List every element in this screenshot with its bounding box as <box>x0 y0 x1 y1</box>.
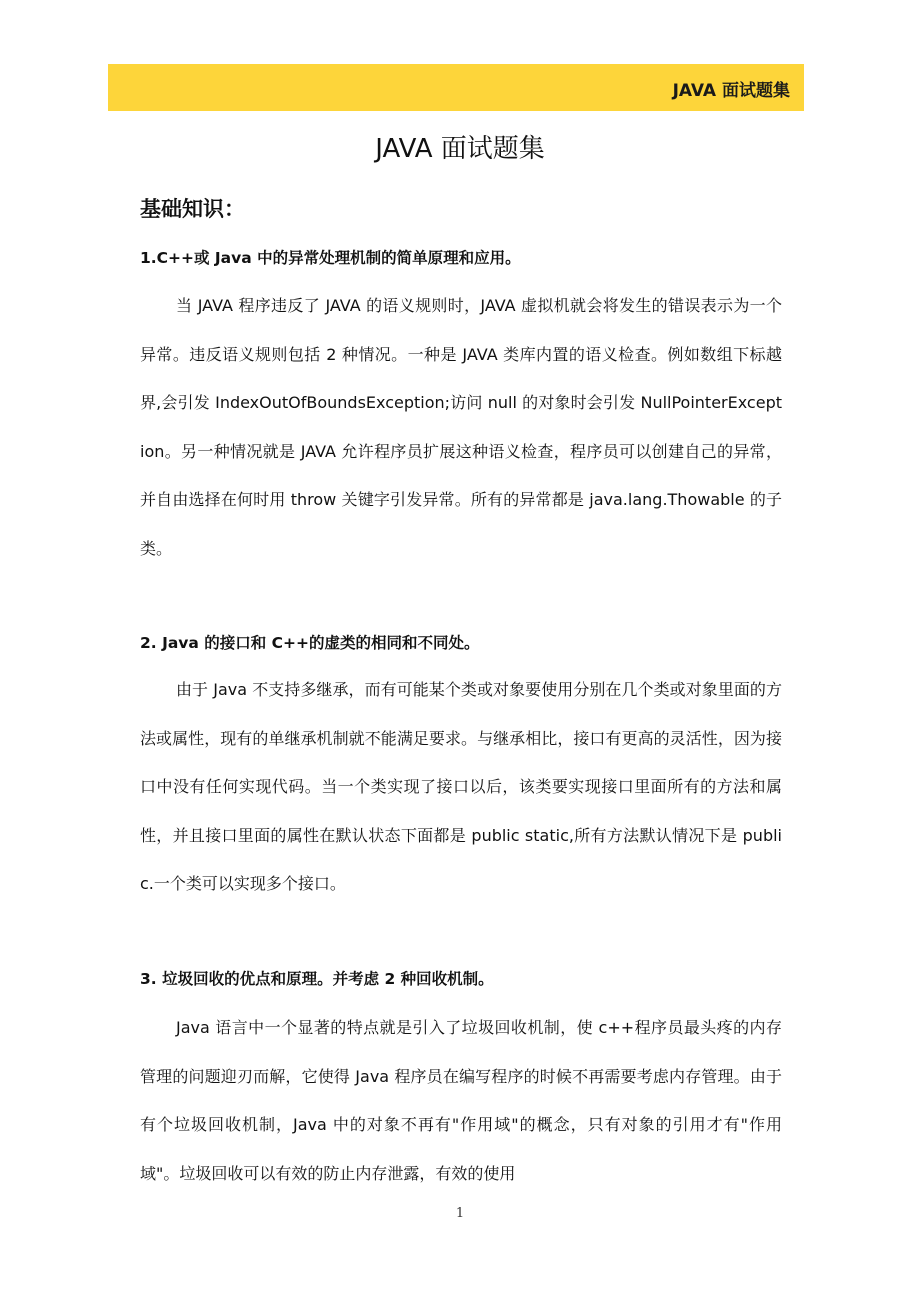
question-2-answer: 由于 Java 不支持多继承，而有可能某个类或对象要使用分别在几个类或对象里面的方法或属性，现有的单继承机制就不能满足要求。与继承相比，接口有更高的灵活性，因为接口中没有任何实现代码。当一个类实现了接口以后，该类要实现接口里面所有的方法和属性，并且接口里面的属性在默认状态下面都是 public static,所有方法默认情况下是 public.一个类可以实现多个接口。 <box>140 680 782 893</box>
question-1-heading: 1.C++或 Java 中的异常处理机制的简单原理和应用。 <box>140 249 521 267</box>
page-number: 1 <box>455 1206 465 1221</box>
document-title: JAVA 面试题集 <box>375 134 545 164</box>
header-label: JAVA 面试题集 <box>672 81 790 101</box>
question-1-answer: 当 JAVA 程序违反了 JAVA 的语义规则时，JAVA 虚拟机就会将发生的错误表示为一个异常。违反语义规则包括 2 种情况。一种是 JAVA 类库内置的语义检查。例如数组下标越界,会引发 IndexOutOfBoundsException;访问 null 的对象时会引发 NullPointerException。另一种情况就是 JAVA 允许程序员扩展这种语义检查，程序员可以创建自己的异常，并自由选择在何时用 throw 关键字引发异常。所有的异常都是 java.lang.Thowable 的子类。 <box>140 296 782 558</box>
question-3-answer: Java 语言中一个显著的特点就是引入了垃圾回收机制，使 c++程序员最头疼的内存管理的问题迎刃而解，它使得 Java 程序员在编写程序的时候不再需要考虑内存管理。由于有个垃圾回收机制，Java 中的对象不再有"作用域"的概念，只有对象的引用才有"作用域"。垃圾回收可以有效的防止内存泄露，有效的使用 <box>140 1018 782 1183</box>
section-heading: 基础知识： <box>140 197 245 221</box>
question-2-heading: 2. Java 的接口和 C++的虚类的相同和不同处。 <box>140 634 480 652</box>
question-3-heading: 3. 垃圾回收的优点和原理。并考虑 2 种回收机制。 <box>140 970 494 988</box>
header-band <box>108 64 804 111</box>
